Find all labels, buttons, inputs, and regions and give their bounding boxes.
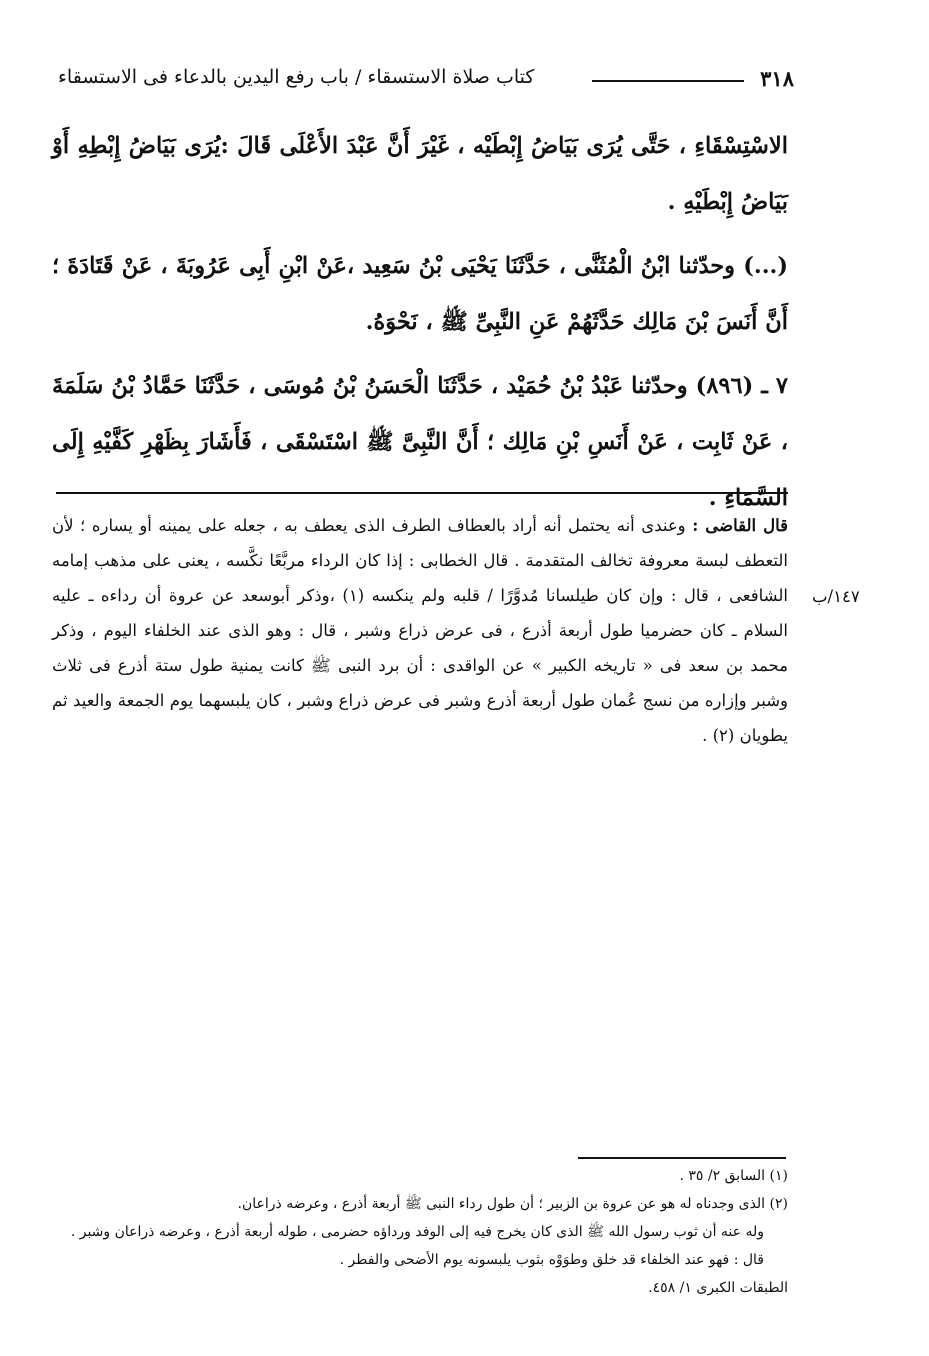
commentary-body: وعندى أنه يحتمل أنه أراد بالعطاف الطرف الذى يعطف به ، جعله على يمينه أو يساره ؛ لأن التعطف لبسة معروفة تخالف المتقدمة . قال الخطابى : إذا كان الرداء مربَّعًا نكَّسه ، يعنى على مذهب إمامه الشافعى ، قال : وإن كان طيلسانا مُدوَّرًا / قلبه ولم ينكسه (١) ،وذكر أبوسعد عن عروة أن رداءه ـ عليه السلام ـ كان حضرميا طول أربعة أذرع ، فى عرض ذراع وشبر ، قال : وهو الذى عند الخلفاء اليوم ، وذكر محمد بن سعد فى « تاريخه الكبير » عن الواقدى : أن برد النبى ﷺ كانت يمنية طول ستة أذرع فى ثلاث وشبر وإزاره من نسج عُمان طول أربعة أذرع وشبر فى عرض ذراع وشبر ، كان يلبسهما يوم الجمعة والعيد ثم يطويان (٢) . <box>52 516 788 745</box>
header-rule <box>592 80 744 82</box>
hadith-text <box>52 118 788 534</box>
footnote: الطبقات الكبرى ١/ ٤٥٨. <box>648 1280 788 1296</box>
footnotes <box>52 1162 788 1302</box>
commentary-section <box>52 508 788 753</box>
commentary-paragraph <box>52 508 788 753</box>
commentary-lead: قال القاضى : <box>692 516 788 535</box>
running-title: كتاب صلاة الاستسقاء / باب رفع اليدين بالدعاء فى الاستسقاء <box>58 66 535 88</box>
page-header <box>58 66 794 98</box>
hadith-paragraph: ٧ ـ (٨٩٦) وحدّثنا عَبْدُ بْنُ حُمَيْد ، حَدَّثَنَا الْحَسَنُ بْنُ مُوسَى ، حَدَّثَنَا حَمَّادُ بْنُ سَلَمَةَ ، عَنْ ثَابِت ، عَنْ أَنَسِ بْنِ مَالِك ؛ أَنَّ النَّبِىَّ ﷺ اسْتَسْقَى ، فَأَشَارَ بِظَهْرِ كَفَّيْهِ إِلَى السَّمَاءِ . <box>52 373 788 511</box>
footnote: (١) السابق ٢/ ٣٥ . <box>679 1168 788 1184</box>
footnote-divider <box>578 1157 786 1159</box>
hadith-paragraph: الاسْتِسْقَاءِ ، حَتَّى يُرَى بَيَاضُ إِبْطَيْه ، غَيْرَ أَنَّ عَبْدَ الأَعْلَى قَالَ :يُرَى بَيَاضُ إِبْطِهِ أَوْ بَيَاضُ إِبْطَيْهِ . <box>52 133 788 215</box>
footnote: وله عنه أن ثوب رسول الله ﷺ الذى كان يخرج فيه إلى الوفد ورداؤه حضرمى ، طوله أربعة أذرع ، وعرضه ذراعان وشبر . قال : فهو عند الخلفاء قد خلق وطوَوْه بثوب يلبسونه يوم الأضحى والفطر . <box>70 1224 764 1268</box>
manuscript-folio-note: ١٤٧/ب <box>812 587 860 606</box>
hadith-paragraph: (...) وحدّثنا ابْنُ الْمُثَنَّى ، حَدَّثَنَا يَحْيَى بْنُ سَعِيد ،عَنْ ابْنِ أَبِى عَرُوبَةَ ، عَنْ قَتَادَةَ ؛ أَنَّ أَنَسَ بْنَ مَالِك حَدَّثَهُمْ عَنِ النَّبِىِّ ﷺ ، نَحْوَهُ. <box>52 253 788 335</box>
section-divider <box>56 492 788 494</box>
page-number: ٣١٨ <box>760 66 794 91</box>
footnote: (٢) الذى وجدناه له هو عن عروة بن الزبير ؛ أن طول رداء النبى ﷺ أربعة أذرع ، وعرضه ذراعان. <box>237 1196 788 1212</box>
